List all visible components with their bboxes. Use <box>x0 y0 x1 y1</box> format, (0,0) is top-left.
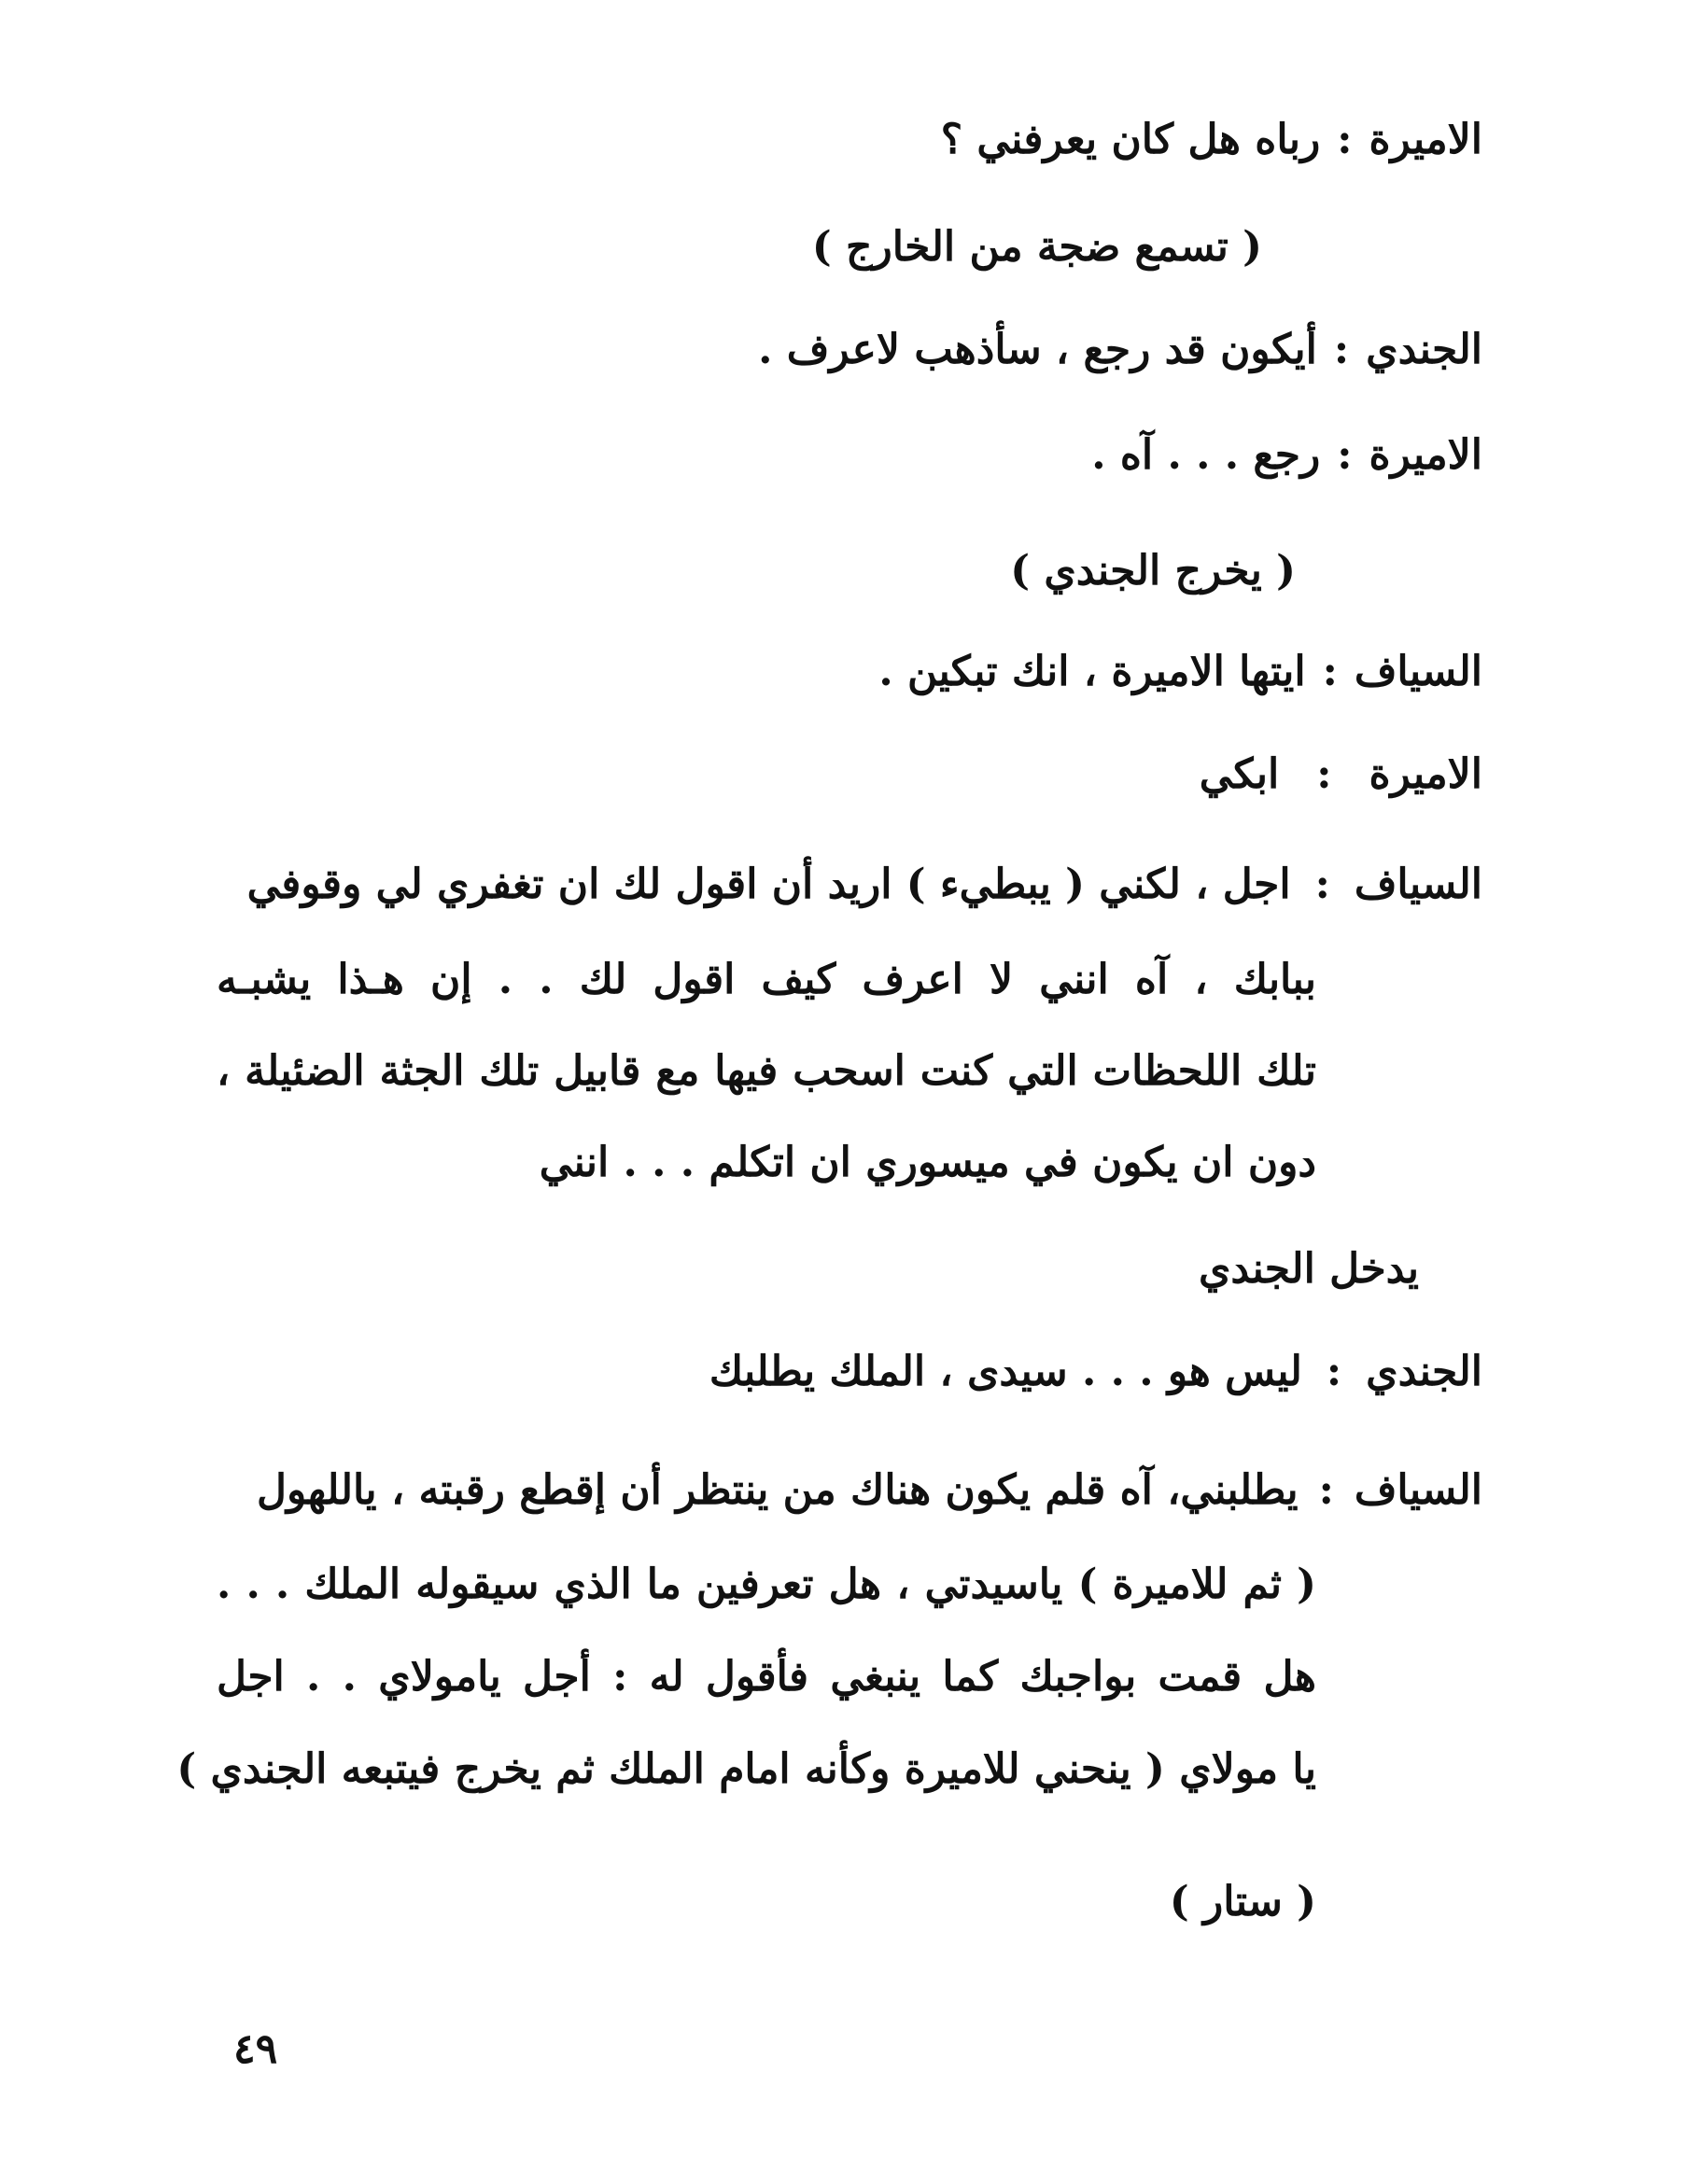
speaker-name: الجندي <box>1366 326 1482 373</box>
speech-continuation: هل قمت بواجبك كما ينبغي فأقول له : أجل يامولاي . . اجل <box>217 1653 1316 1701</box>
dialogue-line <box>878 644 1482 700</box>
page-number: ٤٩ <box>233 2025 278 2073</box>
dialogue-line <box>1200 747 1482 803</box>
dialogue-line <box>247 857 1482 913</box>
speaker-name: السياف <box>1354 1466 1482 1514</box>
stage-direction: ( يخرج الجندي ) <box>1010 547 1296 595</box>
dialogue-line <box>257 1463 1482 1519</box>
speech-text: ابكي <box>1199 750 1280 798</box>
speaker-colon: : <box>1337 431 1353 479</box>
speaker-colon: : <box>1333 326 1350 373</box>
speech-text: اجل ، لكني ( يبطيء ) اريد أن اقول لك ان تغفري لي وقوفي <box>246 861 1291 908</box>
speaker-colon: : <box>1318 1466 1334 1514</box>
speaker-name: الاميرة <box>1369 116 1482 163</box>
speech-text: أيكون قد رجع ، سأذهب لاعرف . <box>758 326 1317 373</box>
speech-text: ليس هو . . . سيدى ، الملك يطلبك <box>709 1348 1302 1395</box>
speaker-name: الاميرة <box>1369 431 1482 479</box>
speaker-name: السياف <box>1354 648 1482 695</box>
speaker-colon: : <box>1326 1348 1342 1395</box>
speaker-colon: : <box>1314 861 1330 908</box>
speech-continuation: يا مولاي ( ينحني للاميرة وكأنه امام الملك ثم يخرج فيتبعه الجندي ) <box>176 1745 1316 1793</box>
speech-text: رجع . . . آه . <box>1091 431 1321 479</box>
speech-text: رباه هل كان يعرفني ؟ <box>940 116 1321 163</box>
speaker-name: السياف <box>1354 861 1482 908</box>
stage-direction: ( ستار ) <box>1169 1878 1316 1925</box>
speech-continuation: دون ان يكون في ميسوري ان اتكلم . . . انني <box>539 1139 1316 1186</box>
speaker-colon: : <box>1322 648 1338 695</box>
speech-continuation: ( ثم للاميرة ) ياسيدتي ، هل تعرفين ما الذي سيقوله الملك . . . <box>217 1561 1316 1608</box>
stage-direction: يدخل الجندي <box>1198 1245 1419 1293</box>
speech-continuation: تلك اللحظات التي كنت اسحب فيها مع قابيل تلك الجثة الضئيلة ، <box>217 1047 1316 1095</box>
speaker-colon: : <box>1337 116 1353 163</box>
speaker-name: الجندي <box>1366 1348 1482 1395</box>
dialogue-line <box>709 1344 1482 1400</box>
speech-continuation: ببابك ، آه انني لا اعرف كيف اقول لك . . إن هـذا يشبـه <box>217 956 1316 1003</box>
speech-text: يطلبني، آه قلم يكون هناك من ينتظر أن إقطع رقبته ، ياللهول <box>257 1466 1299 1514</box>
stage-direction: ( تسمع ضجة من الخارج ) <box>811 223 1262 271</box>
dialogue-line <box>941 112 1482 168</box>
dialogue-line <box>758 322 1482 378</box>
speaker-colon: : <box>1316 750 1332 798</box>
speaker-name: الاميرة <box>1369 750 1482 798</box>
dialogue-line <box>1091 427 1482 483</box>
speech-text: ايتها الاميرة ، انك تبكين . <box>878 648 1306 695</box>
